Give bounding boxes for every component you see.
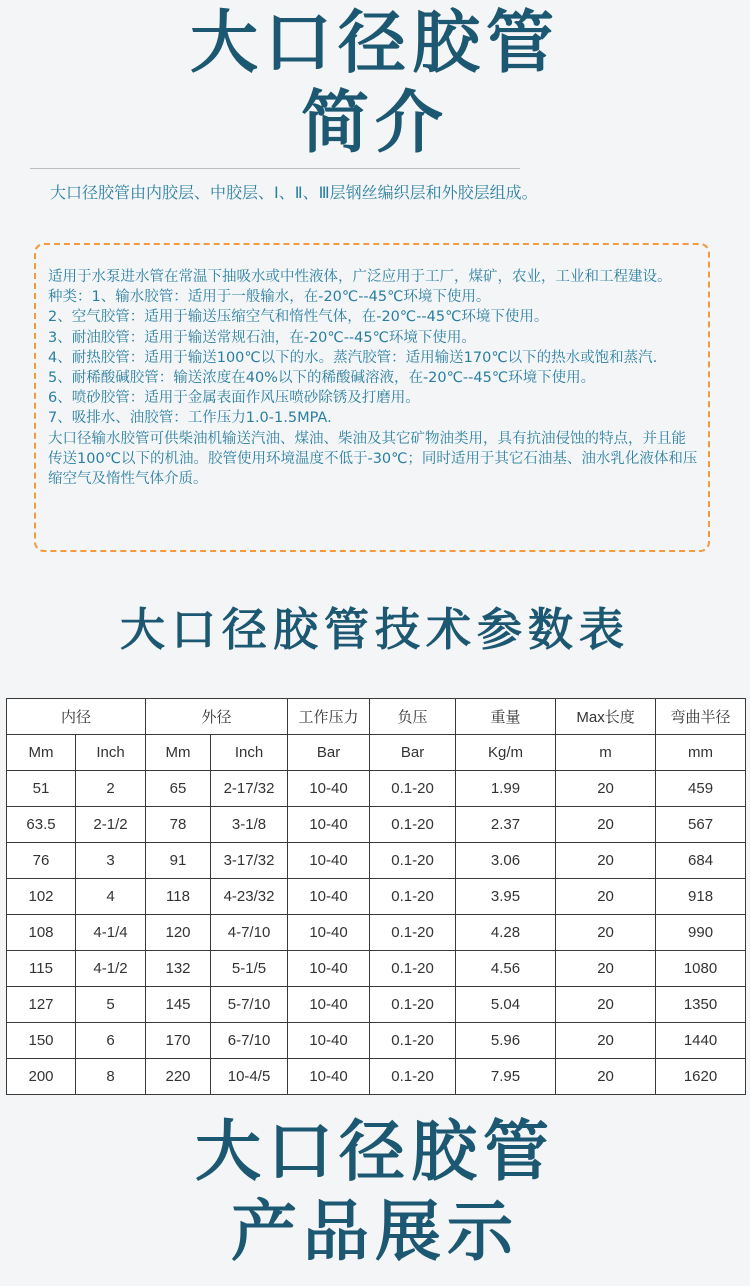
product-title-line1: 大口径胶管 xyxy=(195,1113,555,1190)
unit-cell: mm xyxy=(656,735,746,771)
table-row xyxy=(7,951,746,987)
table-cell: 10-40 xyxy=(288,1023,370,1059)
table-cell: 2.37 xyxy=(456,807,556,843)
table-cell: 102 xyxy=(7,879,76,915)
table-header-row xyxy=(7,699,746,735)
description-line: 2、空气胶管：适用于输送压缩空气和惰性气体，在-20℃--45℃环境下使用。 xyxy=(48,309,549,326)
unit-cell: Mm xyxy=(7,735,76,771)
header-cell: 内径 xyxy=(7,699,146,735)
table-cell: 3.06 xyxy=(456,843,556,879)
title-divider xyxy=(30,168,520,169)
table-cell: 10-40 xyxy=(288,771,370,807)
product-title-line2: 产品展示 xyxy=(231,1193,519,1270)
table-cell: 10-40 xyxy=(288,915,370,951)
table-cell: 20 xyxy=(556,1023,656,1059)
table-cell: 20 xyxy=(556,915,656,951)
page-title-line2: 简介 xyxy=(300,84,449,163)
table-cell: 0.1-20 xyxy=(370,879,456,915)
table-cell: 0.1-20 xyxy=(370,807,456,843)
table-cell: 5.04 xyxy=(456,987,556,1023)
table-cell: 20 xyxy=(556,1059,656,1095)
table-cell: 4-7/10 xyxy=(211,915,288,951)
table-row xyxy=(7,987,746,1023)
table-cell: 7.95 xyxy=(456,1059,556,1095)
description-line: 大口径输水胶管可供柴油机输送汽油、煤油、柴油及其它矿物油类用，具有抗油侵蚀的特点，并且能传送100℃以下的机油。胶管使用环境温度不低于-30℃；同时适用于其它石油基、油水乳化液体和压缩空气及惰性气体介质。 xyxy=(48,430,698,488)
table-cell: 10-4/5 xyxy=(211,1059,288,1095)
table-row xyxy=(7,915,746,951)
unit-cell: Mm xyxy=(146,735,211,771)
description-box xyxy=(34,243,710,552)
table-cell: 1620 xyxy=(656,1059,746,1095)
table-cell: 91 xyxy=(146,843,211,879)
table-cell: 10-40 xyxy=(288,807,370,843)
table-cell: 1080 xyxy=(656,951,746,987)
table-cell: 459 xyxy=(656,771,746,807)
table-cell: 1.99 xyxy=(456,771,556,807)
header-cell: 工作压力 xyxy=(288,699,370,735)
table-cell: 3-1/8 xyxy=(211,807,288,843)
table-cell: 20 xyxy=(556,771,656,807)
table-cell: 127 xyxy=(7,987,76,1023)
table-row xyxy=(7,843,746,879)
header-cell: 重量 xyxy=(456,699,556,735)
table-cell: 5-7/10 xyxy=(211,987,288,1023)
table-cell: 20 xyxy=(556,843,656,879)
table-cell: 4-1/2 xyxy=(76,951,146,987)
table-cell: 10-40 xyxy=(288,879,370,915)
table-cell: 108 xyxy=(7,915,76,951)
spec-table-title: 大口径胶管技术参数表 xyxy=(119,603,630,656)
table-cell: 115 xyxy=(7,951,76,987)
table-row xyxy=(7,879,746,915)
description-line: 4、耐热胶管：适用于输送100℃以下的水。蒸汽胶管：适用输送170℃以下的热水或饱和蒸汽. xyxy=(48,349,658,366)
unit-cell: Kg/m xyxy=(456,735,556,771)
table-cell: 0.1-20 xyxy=(370,951,456,987)
table-cell: 6-7/10 xyxy=(211,1023,288,1059)
table-cell: 4-1/4 xyxy=(76,915,146,951)
table-cell: 0.1-20 xyxy=(370,771,456,807)
header-cell: Max长度 xyxy=(556,699,656,735)
description-line: 3、耐油胶管：适用于输送常规石油，在-20℃--45℃环境下使用。 xyxy=(48,329,476,346)
table-cell: 0.1-20 xyxy=(370,915,456,951)
table-cell: 0.1-20 xyxy=(370,1059,456,1095)
table-cell: 132 xyxy=(146,951,211,987)
table-cell: 65 xyxy=(146,771,211,807)
table-cell: 76 xyxy=(7,843,76,879)
table-cell: 2-17/32 xyxy=(211,771,288,807)
page-title-line1: 大口径胶管 xyxy=(189,4,560,83)
table-cell: 10-40 xyxy=(288,843,370,879)
description-line: 5、耐稀酸碱胶管：输送浓度在40%以下的稀酸碱溶液，在-20℃--45℃环境下使用。 xyxy=(48,370,596,387)
table-cell: 0.1-20 xyxy=(370,1023,456,1059)
table-cell: 78 xyxy=(146,807,211,843)
description-line: 6、喷砂胶管：适用于金属表面作风压喷砂除锈及打磨用。 xyxy=(48,390,420,407)
table-cell: 63.5 xyxy=(7,807,76,843)
table-cell: 1440 xyxy=(656,1023,746,1059)
table-cell: 200 xyxy=(7,1059,76,1095)
unit-cell: m xyxy=(556,735,656,771)
table-cell: 150 xyxy=(7,1023,76,1059)
table-cell: 145 xyxy=(146,987,211,1023)
unit-cell: Inch xyxy=(76,735,146,771)
table-cell: 4-23/32 xyxy=(211,879,288,915)
table-cell: 4.56 xyxy=(456,951,556,987)
unit-cell: Inch xyxy=(211,735,288,771)
table-row xyxy=(7,1023,746,1059)
table-cell: 3-17/32 xyxy=(211,843,288,879)
unit-cell: Bar xyxy=(370,735,456,771)
table-cell: 5.96 xyxy=(456,1023,556,1059)
unit-cell: Bar xyxy=(288,735,370,771)
table-cell: 3.95 xyxy=(456,879,556,915)
table-cell: 10-40 xyxy=(288,951,370,987)
table-cell: 5-1/5 xyxy=(211,951,288,987)
header-cell: 负压 xyxy=(370,699,456,735)
table-cell: 10-40 xyxy=(288,987,370,1023)
description-line: 适用于水泵进水管在常温下抽吸水或中性液体，广泛应用于工厂，煤矿，农业，工业和工程建设。 xyxy=(48,269,672,285)
table-cell: 220 xyxy=(146,1059,211,1095)
table-cell: 0.1-20 xyxy=(370,987,456,1023)
table-cell: 170 xyxy=(146,1023,211,1059)
table-cell: 4.28 xyxy=(456,915,556,951)
table-cell: 4 xyxy=(76,879,146,915)
table-cell: 3 xyxy=(76,843,146,879)
spec-table xyxy=(6,698,746,1095)
table-cell: 990 xyxy=(656,915,746,951)
table-cell: 684 xyxy=(656,843,746,879)
table-row xyxy=(7,1059,746,1095)
description-line: 7、吸排水、油胶管：工作压力1.0-1.5MPA. xyxy=(48,410,332,427)
table-row xyxy=(7,771,746,807)
table-cell: 20 xyxy=(556,879,656,915)
intro-text: 大口径胶管由内胶层、中胶层、Ⅰ、Ⅱ、Ⅲ层钢丝编织层和外胶层组成。 xyxy=(50,183,538,202)
table-row xyxy=(7,807,746,843)
header-cell: 外径 xyxy=(146,699,288,735)
table-cell: 118 xyxy=(146,879,211,915)
header-cell: 弯曲半径 xyxy=(656,699,746,735)
table-cell: 2 xyxy=(76,771,146,807)
table-cell: 2-1/2 xyxy=(76,807,146,843)
table-cell: 20 xyxy=(556,951,656,987)
table-cell: 918 xyxy=(656,879,746,915)
table-cell: 20 xyxy=(556,807,656,843)
table-cell: 0.1-20 xyxy=(370,843,456,879)
table-cell: 8 xyxy=(76,1059,146,1095)
table-unit-row xyxy=(7,735,746,771)
table-cell: 1350 xyxy=(656,987,746,1023)
table-cell: 5 xyxy=(76,987,146,1023)
table-cell: 20 xyxy=(556,987,656,1023)
table-cell: 51 xyxy=(7,771,76,807)
table-cell: 10-40 xyxy=(288,1059,370,1095)
description-line: 种类：1、输水胶管：适用于一般输水，在-20℃--45℃环境下使用。 xyxy=(48,289,491,306)
table-cell: 6 xyxy=(76,1023,146,1059)
table-cell: 567 xyxy=(656,807,746,843)
table-cell: 120 xyxy=(146,915,211,951)
